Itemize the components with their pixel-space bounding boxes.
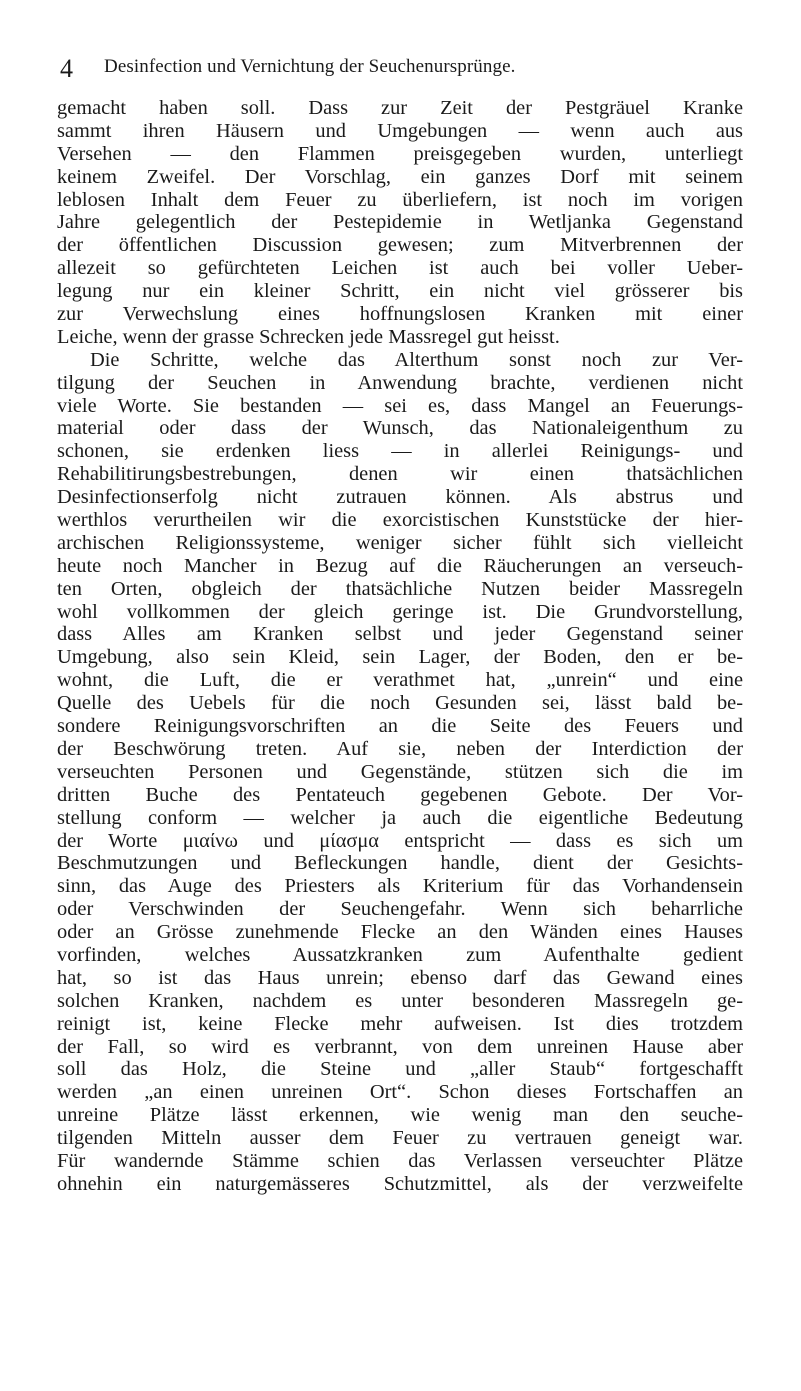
- text-line: Rehabilitirungsbestrebungen, denen wir einen thatsächlichen: [57, 463, 743, 486]
- text-line: Beschmutzungen und Befleckungen handle, dient der Gesichts-: [57, 852, 743, 875]
- text-line: verseuchten Personen und Gegenstände, stützen sich die im: [57, 760, 743, 783]
- text-line: sondere Reinigungsvorschriften an die Seite des Feuers und: [57, 715, 743, 738]
- text-line: viele Worte. Sie bestanden — sei es, dass Mangel an Feuerungs-: [57, 394, 743, 417]
- text-line: Umgebung, also sein Kleid, sein Lager, der Boden, den er be-: [57, 646, 743, 669]
- text-line: Desinfectionserfolg nicht zutrauen können. Als abstrus und: [57, 486, 743, 509]
- text-line: schonen, sie erdenken liess — in allerlei Reinigungs- und: [57, 440, 743, 463]
- text-line: ohnehin ein naturgemässeres Schutzmittel, als der verzweifelte: [57, 1172, 743, 1195]
- text-line: Versehen — den Flammen preisgegeben wurden, unterliegt: [57, 142, 743, 165]
- text-line: zur Verwechslung eines hoffnungslosen Kranken mit einer: [57, 303, 743, 326]
- running-head: Desinfection und Vernichtung der Seuchenursprünge.: [104, 56, 516, 77]
- text-line: der Worte μιαίνω und μίασμα entspricht — dass es sich um: [57, 829, 743, 852]
- text-line: material oder dass der Wunsch, das Nationaleigenthum zu: [57, 417, 743, 440]
- text-line: sinn, das Auge des Priesters als Kriterium für das Vorhandensein: [57, 875, 743, 898]
- text-line: legung nur ein kleiner Schritt, ein nicht viel grösserer bis: [57, 280, 743, 303]
- text-line: oder Verschwinden der Seuchengefahr. Wenn sich beharrliche: [57, 898, 743, 921]
- text-line: werthlos verurtheilen wir die exorcistischen Kunststücke der hier-: [57, 509, 743, 532]
- page-header: [0, 48, 801, 83]
- text-line: der Beschwörung treten. Auf sie, neben der Interdiction der: [57, 737, 743, 760]
- text-line: gemacht haben soll. Dass zur Zeit der Pestgräuel Kranke: [57, 97, 743, 119]
- text-line: unreine Plätze lässt erkennen, wie wenig man den seuche-: [57, 1104, 743, 1127]
- text-line: dass Alles am Kranken selbst und jeder Gegenstand seiner: [57, 623, 743, 646]
- text-line: Jahre gelegentlich der Pestepidemie in Wetljanka Gegenstand: [57, 211, 743, 234]
- body-text: [57, 97, 743, 1196]
- text-line: vorfinden, welches Aussatzkranken zum Aufenthalte gedient: [57, 943, 743, 966]
- text-line: sammt ihren Häusern und Umgebungen — wenn auch aus: [57, 119, 743, 142]
- text-line: der Fall, so wird es verbrannt, von dem unreinen Hause aber: [57, 1035, 743, 1058]
- text-line: archischen Religionssysteme, weniger sicher fühlt sich vielleicht: [57, 531, 743, 554]
- text-line: wohl vollkommen der gleich geringe ist. Die Grundvorstellung,: [57, 600, 743, 623]
- text-line: Die Schritte, welche das Alterthum sonst noch zur Ver-: [90, 348, 743, 371]
- page-number: 4: [60, 54, 73, 83]
- text-line: reinigt ist, keine Flecke mehr aufweisen. Ist dies trotzdem: [57, 1012, 743, 1035]
- text-line: leblosen Inhalt dem Feuer zu überliefern, ist noch im vorigen: [57, 188, 743, 211]
- text-line: oder an Grösse zunehmende Flecke an den Wänden eines Hauses: [57, 921, 743, 944]
- text-line: Leiche, wenn der grasse Schrecken jede Massregel gut heisst.: [57, 325, 560, 348]
- text-line: hat, so ist das Haus unrein; ebenso darf das Gewand eines: [57, 966, 743, 989]
- text-line: Quelle des Uebels für die noch Gesunden sei, lässt bald be-: [57, 692, 743, 715]
- text-line: wohnt, die Luft, die er verathmet hat, „unrein“ und eine: [57, 669, 743, 692]
- text-line: Für wandernde Stämme schien das Verlassen verseuchter Plätze: [57, 1149, 743, 1172]
- text-line: heute noch Mancher in Bezug auf die Räucherungen an verseuch-: [57, 554, 743, 577]
- text-line: werden „an einen unreinen Ort“. Schon dieses Fortschaffen an: [57, 1081, 743, 1104]
- text-line: allezeit so gefürchteten Leichen ist auch bei voller Ueber-: [57, 257, 743, 280]
- text-line: tilgung der Seuchen in Anwendung brachte, verdienen nicht: [57, 371, 743, 394]
- text-line: tilgenden Mitteln ausser dem Feuer zu vertrauen geneigt war.: [57, 1127, 743, 1150]
- text-line: dritten Buche des Pentateuch gegebenen Gebote. Der Vor-: [57, 783, 743, 806]
- text-line: stellung conform — welcher ja auch die eigentliche Bedeutung: [57, 806, 743, 829]
- text-line: keinem Zweifel. Der Vorschlag, ein ganzes Dorf mit seinem: [57, 165, 743, 188]
- text-line: solchen Kranken, nachdem es unter besonderen Massregeln ge-: [57, 989, 743, 1012]
- text-line: ten Orten, obgleich der thatsächliche Nutzen beider Massregeln: [57, 577, 743, 600]
- text-line: soll das Holz, die Steine und „aller Staub“ fortgeschafft: [57, 1058, 743, 1081]
- text-line: der öffentlichen Discussion gewesen; zum Mitverbrennen der: [57, 234, 743, 257]
